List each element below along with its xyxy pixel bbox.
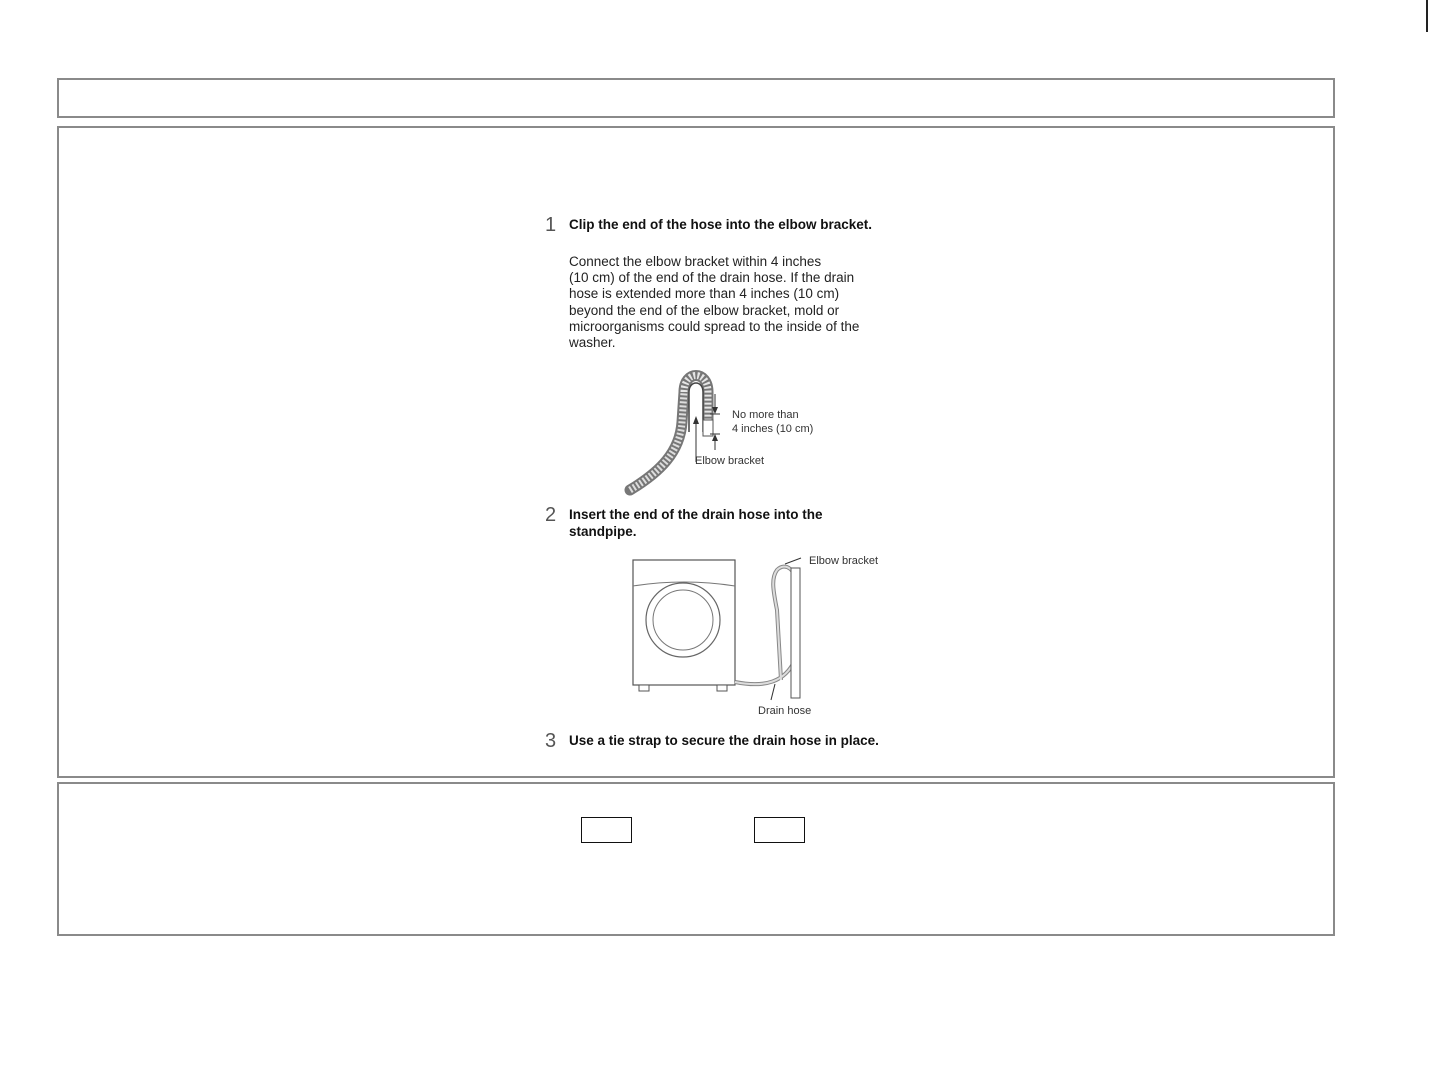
- step-number: 3: [545, 730, 557, 752]
- header-frame: [57, 78, 1335, 118]
- next-page-button[interactable]: [754, 817, 805, 843]
- drain-hose-label: Drain hose: [758, 705, 812, 717]
- step-title: Insert the end of the drain hose into the standpipe.: [569, 507, 823, 539]
- step-body: Connect the elbow bracket within 4 inches (10 cm) of the end of the drain hose. If the drain hose is extended more than 4 inches (10 cm) beyond the end of the elbow bracket, mold or microorganisms could spread to the inside of the washer.: [569, 254, 860, 351]
- limit-label: No more than 4 inches (10 cm): [732, 409, 814, 435]
- step-number: 2: [545, 504, 557, 526]
- standpipe-figure: [625, 550, 890, 720]
- washer-standpipe-illustration: [625, 550, 890, 720]
- elbow-bracket-label: Elbow bracket: [809, 555, 879, 567]
- previous-page-button[interactable]: [581, 817, 632, 843]
- elbow-bracket-figure: [620, 362, 910, 497]
- manual-page-image: [540, 212, 890, 768]
- step-number: 1: [545, 214, 557, 236]
- elbow-bracket-label: Elbow bracket: [695, 455, 765, 467]
- step-title: Clip the end of the hose into the elbow bracket.: [569, 217, 873, 232]
- page-edge-rule: [1426, 0, 1428, 32]
- footer-frame: [57, 782, 1335, 936]
- step-title: Use a tie strap to secure the drain hose in place.: [569, 733, 879, 748]
